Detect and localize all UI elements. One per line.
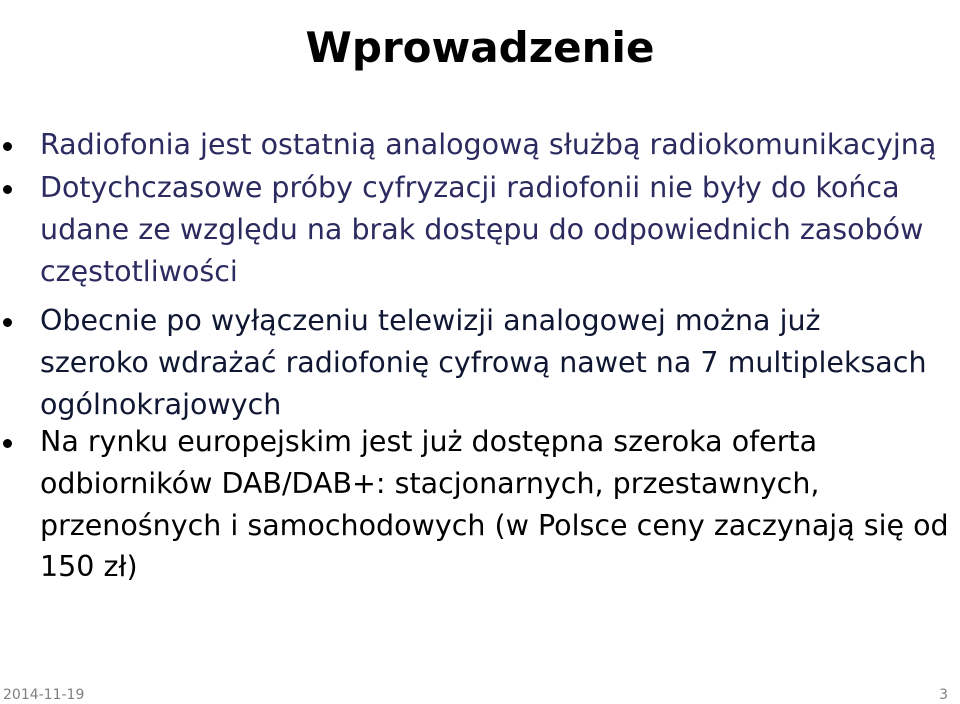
footer-date: 2014-11-19: [3, 687, 85, 703]
bullet-line: Dotychczasowe próby cyfryzacji radiofonii nie były do końca: [40, 171, 900, 204]
bullet-line: Obecnie po wyłączeniu telewizji analogowej można już: [40, 304, 821, 337]
bullet-line: ogólnokrajowych: [40, 387, 282, 421]
bullet-line: przenośnych i samochodowych (w Polsce ceny zaczynają się od: [40, 508, 949, 542]
bullet-text: [40, 167, 960, 292]
bullet-text: [40, 300, 960, 425]
bullet-line: częstotliwości: [40, 254, 238, 288]
bullet-line: odbiorników DAB/DAB+: stacjonarnych, przestawnych,: [40, 466, 820, 500]
bullet-line: szeroko wdrażać radiofonię cyfrową nawet na 7 multipleksach: [40, 345, 927, 379]
bullet-text: [40, 124, 960, 166]
bullet-line: udane ze względu na brak dostępu do odpowiednich zasobów: [40, 212, 924, 246]
slide-title: Wprowadzenie: [305, 23, 655, 73]
bullet-point-icon: [3, 185, 12, 194]
bullet-line: Radiofonia jest ostatnią analogową służbą radiokomunikacyjną: [40, 128, 937, 161]
bullet-text: [40, 421, 960, 588]
page-number: 3: [939, 687, 948, 703]
bullet-line: Na rynku europejskim jest już dostępna szeroka oferta: [40, 425, 818, 458]
bullet-point-icon: [3, 318, 12, 327]
bullet-line: 150 zł): [40, 550, 138, 584]
bullet-point-icon: [3, 439, 12, 448]
bullet-point-icon: [3, 142, 12, 151]
